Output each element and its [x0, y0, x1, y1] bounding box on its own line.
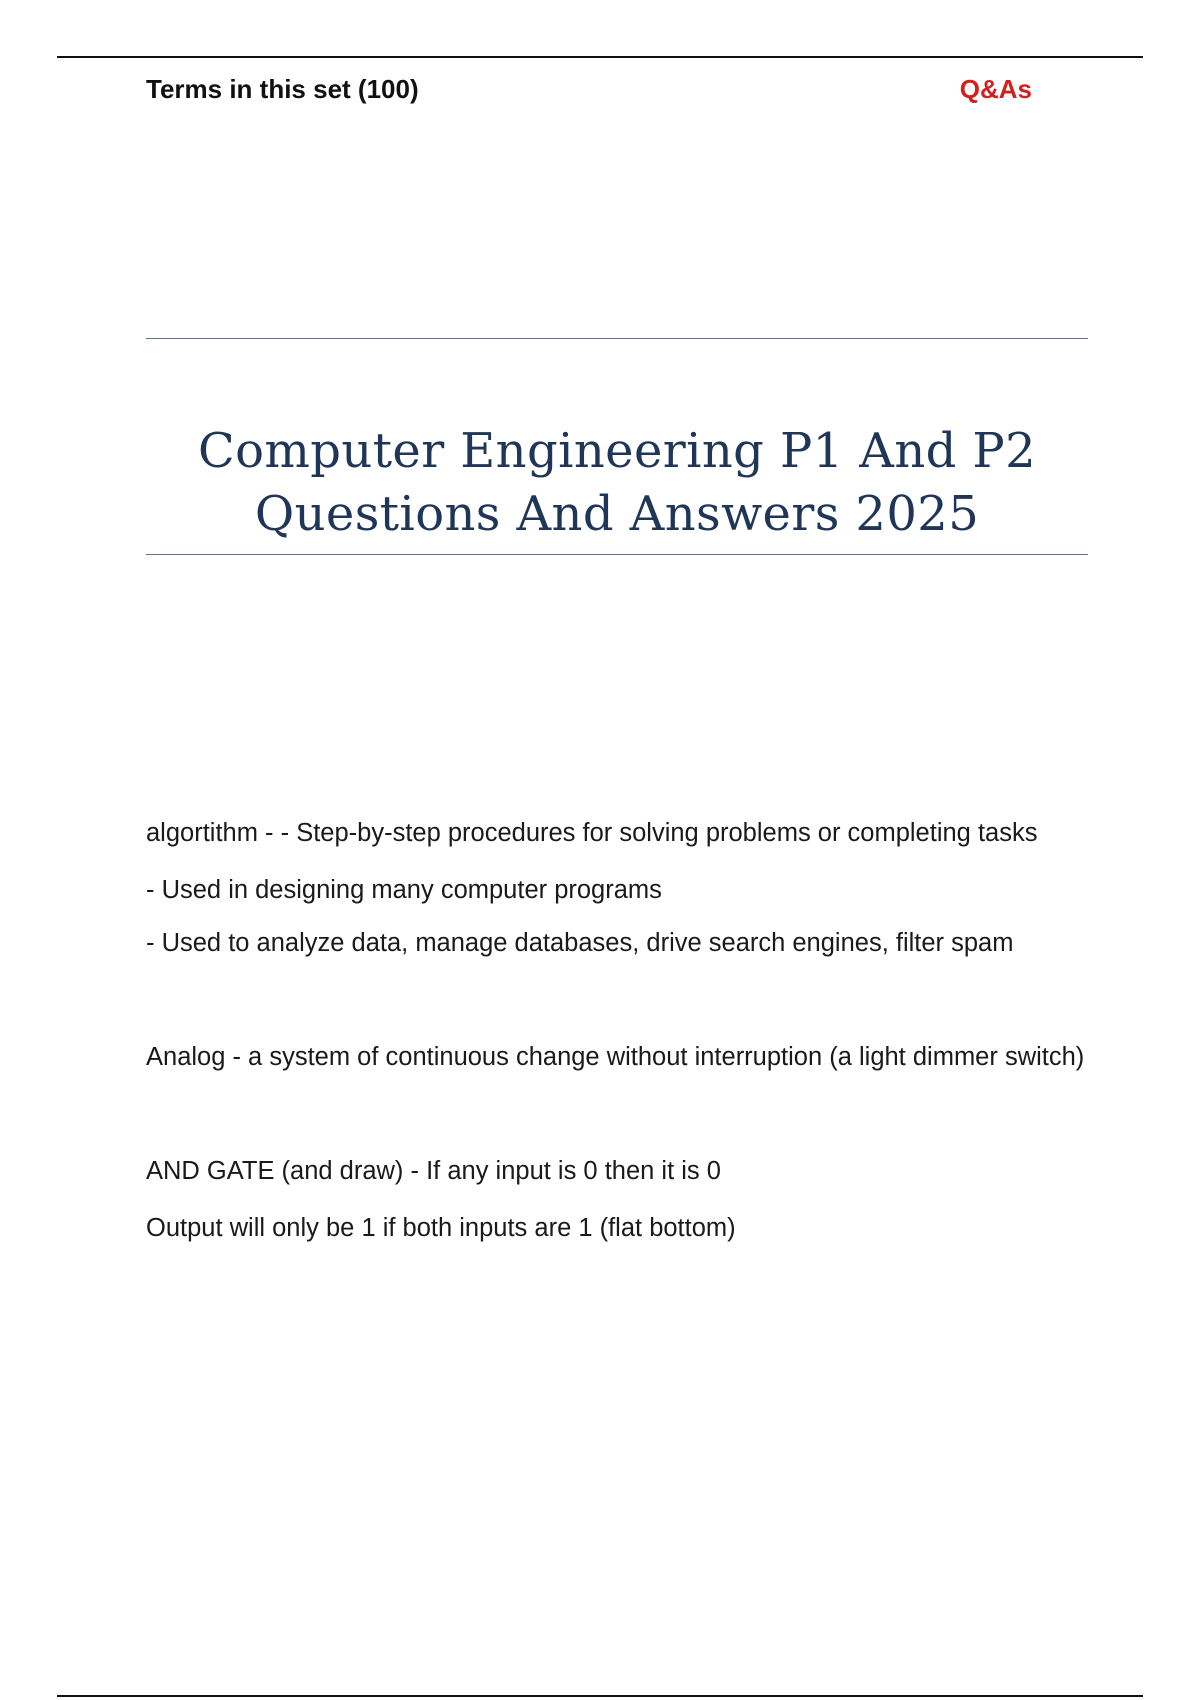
- term-item-and-gate: [146, 1153, 1096, 1246]
- term-item-analog: [146, 1039, 1096, 1075]
- document-title-line-2: Questions And Answers 2025: [254, 486, 980, 542]
- term-line: algortithm - - Step-by-step procedures for solving problems or completing tasks: [146, 819, 1038, 847]
- term-line: - Used in designing many computer programs: [146, 876, 662, 904]
- terms-list: [146, 815, 1096, 1246]
- page-bottom-rule: [57, 1695, 1143, 1697]
- terms-count-label: Terms in this set (100): [146, 74, 419, 104]
- term-line: - Used to analyze data, manage databases, drive search engines, filter spam: [146, 929, 1014, 957]
- document-title: [146, 420, 1088, 546]
- term-item-algorithm: [146, 815, 1096, 961]
- document-title-line-1: Computer Engineering P1 And P2: [197, 423, 1037, 479]
- term-line: AND GATE (and draw) - If any input is 0 then it is 0: [146, 1157, 721, 1185]
- qa-badge: Q&As: [959, 74, 1032, 104]
- page-top-rule: [57, 56, 1143, 58]
- title-rule-bottom: [146, 554, 1088, 555]
- term-line: Analog - a system of continuous change without interruption (a light dimmer switch): [146, 1043, 1085, 1071]
- term-line: Output will only be 1 if both inputs are 1 (flat bottom): [146, 1214, 736, 1242]
- title-rule-top: [146, 338, 1088, 339]
